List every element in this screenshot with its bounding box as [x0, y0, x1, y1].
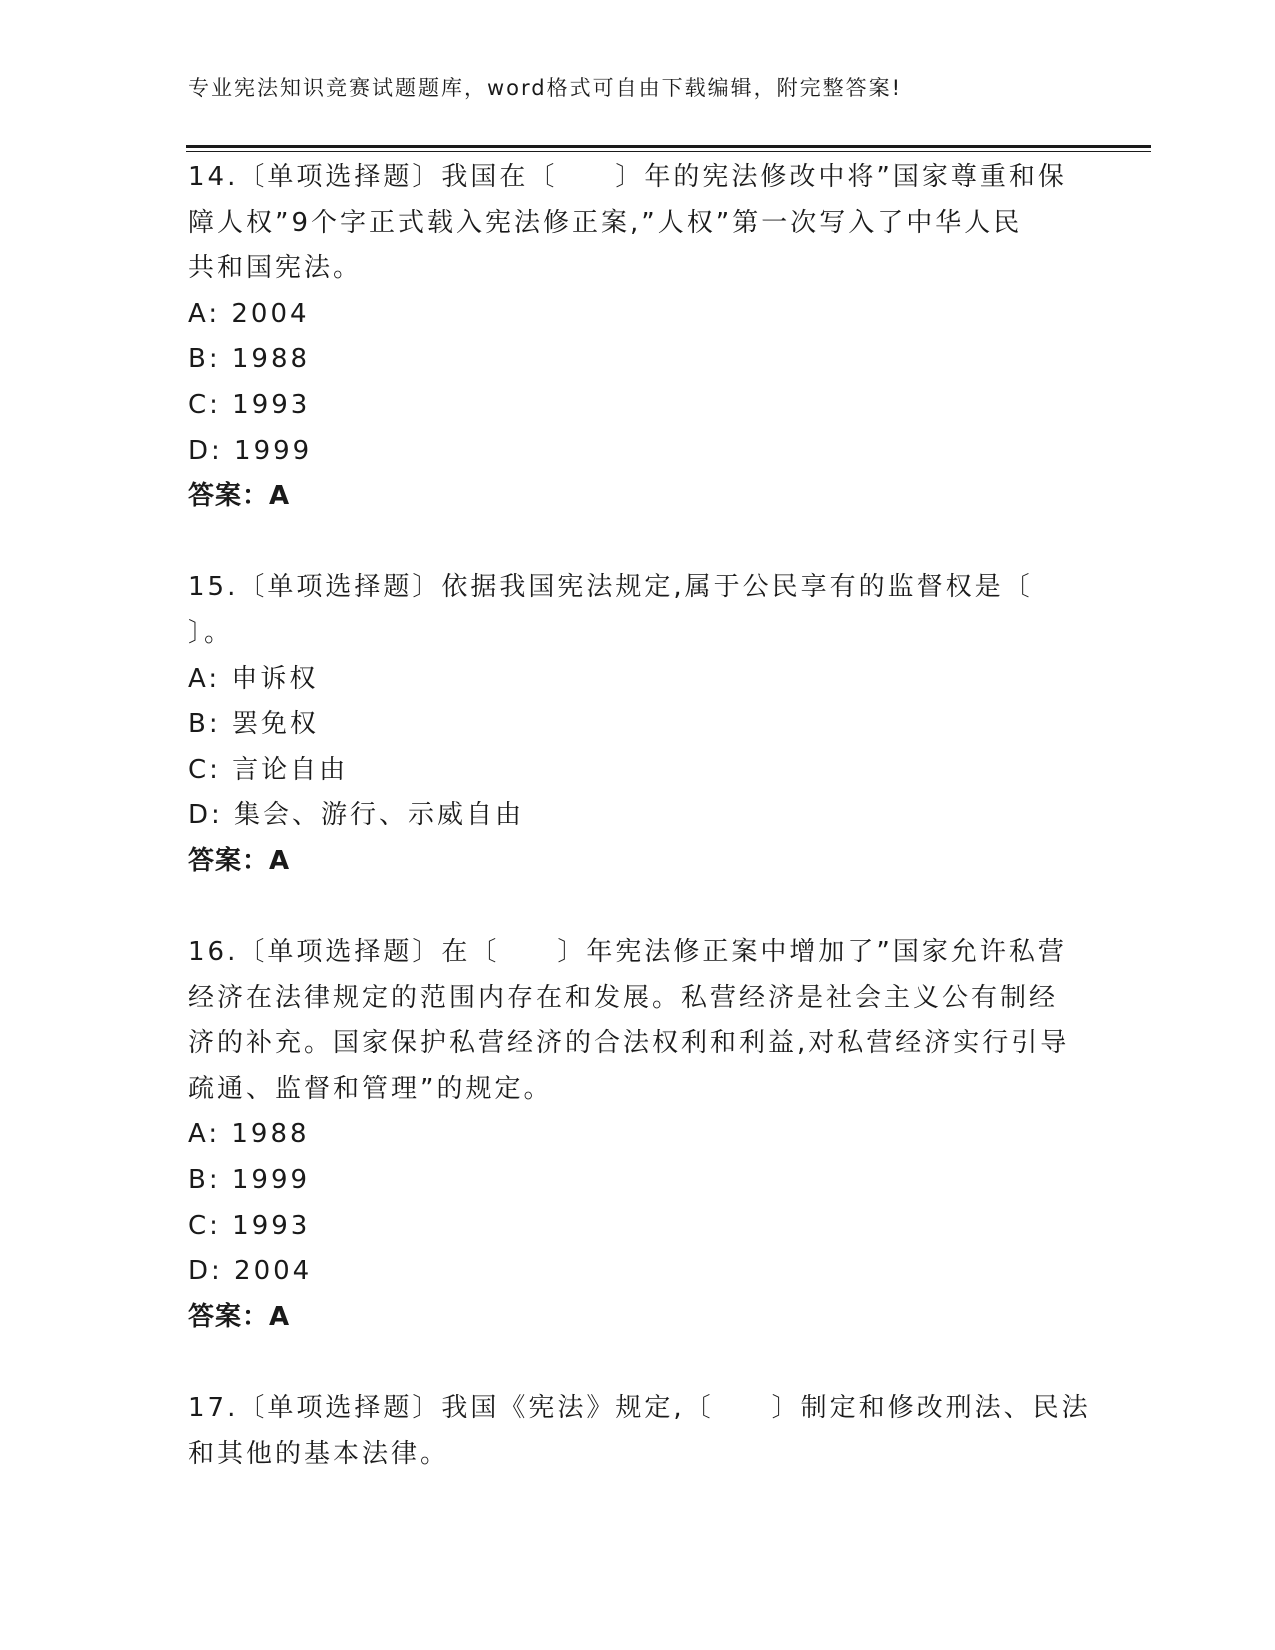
header-rule-thin [186, 151, 1151, 152]
option-b: B: 1999 [188, 1165, 311, 1196]
question-text-line: 共和国宪法。 [188, 253, 363, 284]
question-text-line: 16.〔单项选择题〕在〔 〕年宪法修正案中增加了”国家允许私营 [188, 937, 1067, 968]
spacer [188, 520, 1088, 566]
question-text-line: 疏通、监督和管理”的规定。 [188, 1073, 553, 1104]
question-list [188, 155, 1091, 1477]
spacer [188, 1340, 1088, 1386]
option-c: C: 1993 [188, 389, 311, 420]
answer: 答案：A [188, 845, 291, 876]
option-a: A: 申诉权 [188, 663, 319, 694]
option-c: C: 1993 [188, 1210, 311, 1241]
question-16 [188, 930, 1088, 1340]
page-header: 专业宪法知识竞赛试题题库，word格式可自由下载编辑，附完整答案! [188, 76, 903, 100]
option-d: D: 集会、游行、示威自由 [188, 800, 525, 831]
question-text-line: 经济在法律规定的范围内存在和发展。私营经济是社会主义公有制经 [188, 982, 1059, 1013]
header-rule-thick [186, 145, 1151, 148]
question-text-line: 〕。 [188, 617, 234, 648]
option-d: D: 2004 [188, 1256, 313, 1287]
answer: 答案：A [188, 1301, 291, 1332]
option-a: A: 2004 [188, 298, 310, 329]
option-a: A: 1988 [188, 1119, 310, 1150]
spacer [188, 885, 1088, 931]
question-text-line: 15.〔单项选择题〕依据我国宪法规定,属于公民享有的监督权是〔 [188, 572, 1033, 603]
question-text-line: 14.〔单项选择题〕我国在〔 〕年的宪法修改中将”国家尊重和保 [188, 162, 1067, 192]
option-c: C: 言论自由 [188, 754, 349, 785]
question-17 [188, 1386, 1091, 1477]
option-d: D: 1999 [188, 435, 313, 466]
question-14 [188, 155, 1088, 520]
question-15 [188, 565, 1088, 884]
question-text-line: 和其他的基本法律。 [188, 1438, 450, 1469]
option-b: B: 1988 [188, 344, 311, 375]
question-text-line: 17.〔单项选择题〕我国《宪法》规定,〔 〕制定和修改刑法、民法 [188, 1393, 1091, 1424]
answer: 答案：A [188, 481, 291, 512]
question-text-line: 障人权”9个字正式载入宪法修正案,”人权”第一次写入了中华人民 [188, 207, 1023, 238]
option-b: B: 罢免权 [188, 709, 319, 740]
question-text-line: 济的补充。国家保护私营经济的合法权利和利益,对私营经济实行引导 [188, 1028, 1070, 1059]
